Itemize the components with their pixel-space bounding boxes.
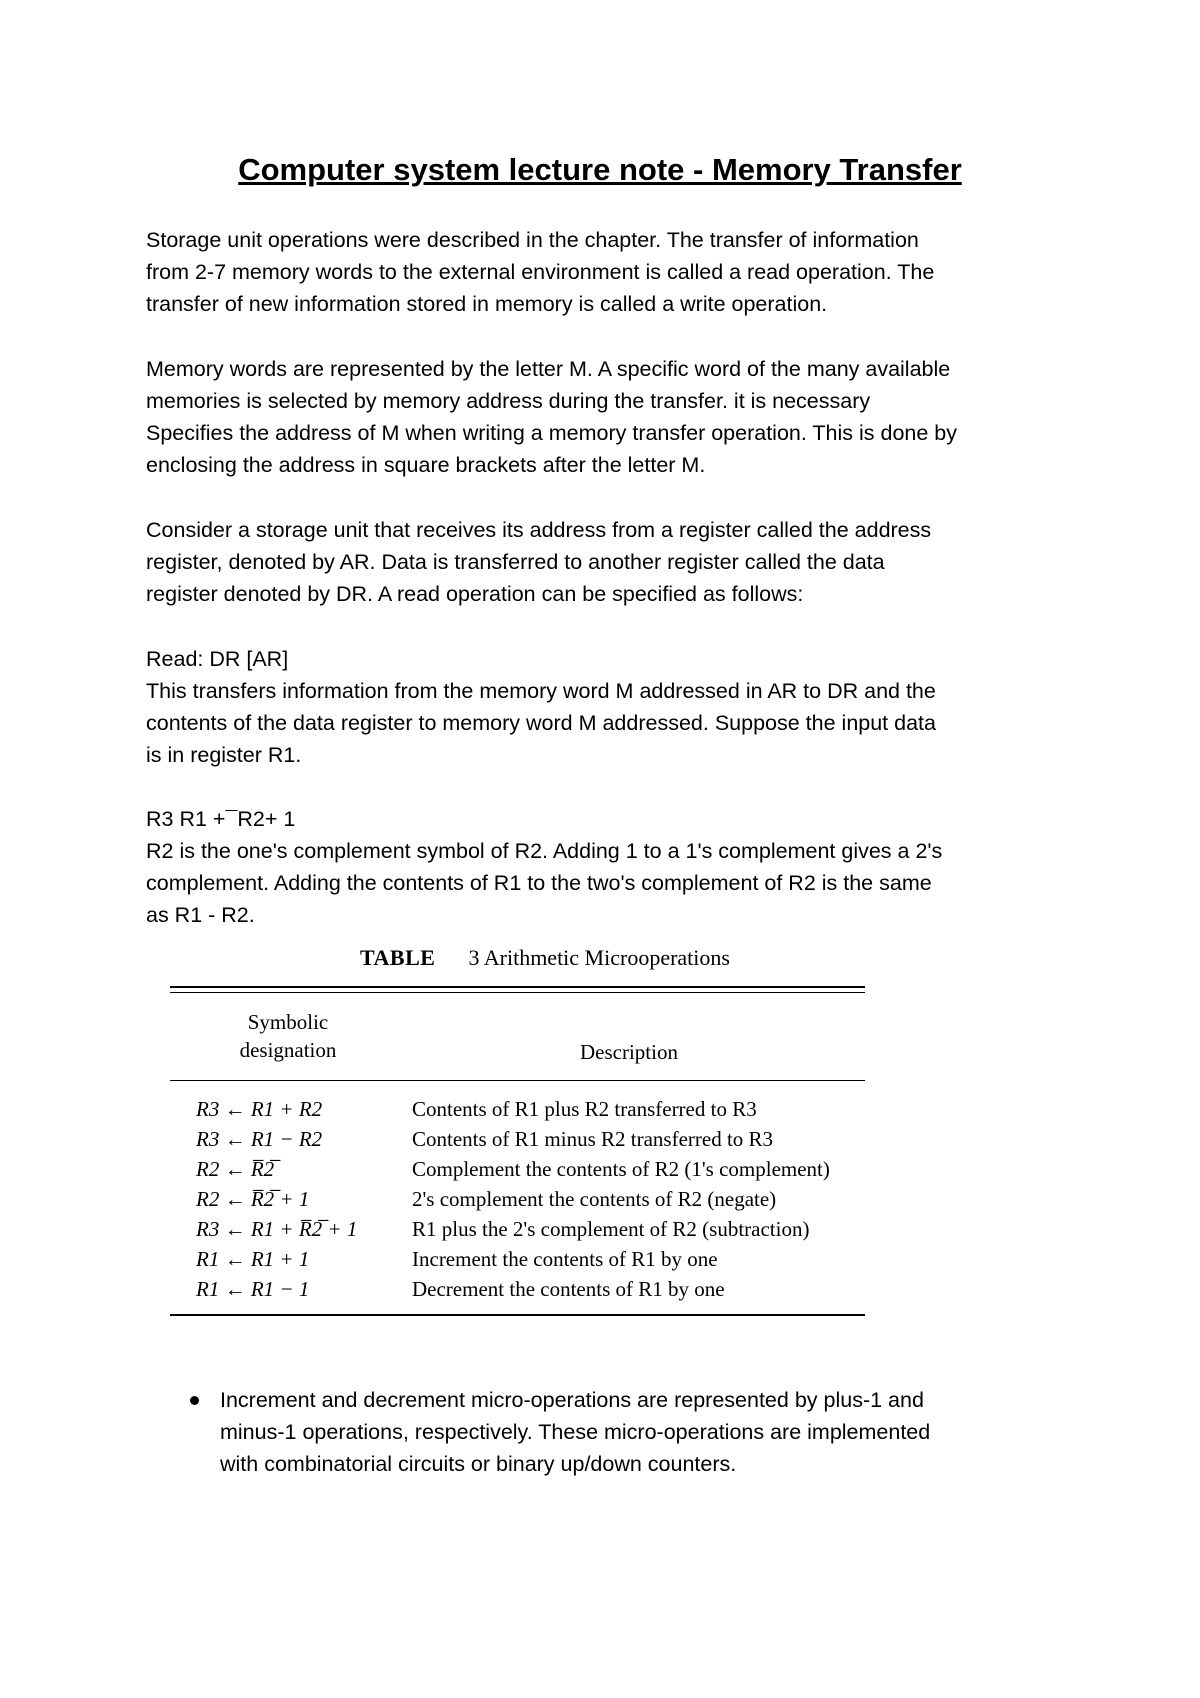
text-line: contents of the data register to memory word M addressed. Suppose the input data <box>146 711 936 735</box>
text-line: This transfers information from the memory word M addressed in AR to DR and the <box>146 679 936 703</box>
table-header-rule <box>170 1080 865 1081</box>
symbolic-cell: R2 ← R̅2̅ + 1 <box>196 1187 310 1211</box>
paragraph-address-register <box>146 514 1086 610</box>
text-line: from 2-7 memory words to the external environment is called a read operation. The <box>146 260 935 284</box>
description-cell: Contents of R1 plus R2 transferred to R3 <box>412 1097 757 1121</box>
bullet-item <box>146 1384 1086 1480</box>
text-line: Consider a storage unit that receives its address from a register called the address <box>146 518 932 542</box>
text-line: R3 R1 +¯R2+ 1 <box>146 807 296 831</box>
description-cell: Contents of R1 minus R2 transferred to R3 <box>412 1127 774 1151</box>
bullet-list <box>146 1384 1086 1480</box>
table-top-rule-inner <box>170 992 865 993</box>
table-row <box>180 1094 870 1124</box>
text-line: as R1 - R2. <box>146 903 255 927</box>
text-line: memories is selected by memory address during the transfer. it is necessary <box>146 389 871 413</box>
table-row <box>180 1214 870 1244</box>
header-symbolic-designation <box>238 1008 338 1064</box>
text-line: is in register R1. <box>146 743 302 767</box>
symbolic-cell: R2 ← R̅2̅ <box>196 1157 275 1181</box>
bullet-dot-icon <box>190 1396 199 1405</box>
paragraph-storage-operations <box>146 224 1086 320</box>
text-line: Increment and decrement micro-operations are represented by plus-1 and <box>220 1388 924 1412</box>
table-row <box>180 1244 870 1274</box>
text-line: Memory words are represented by the letter M. A specific word of the many available <box>146 357 951 381</box>
symbolic-cell: R3 ← R1 + R2 <box>196 1097 323 1121</box>
description-cell: R1 plus the 2's complement of R2 (subtraction) <box>412 1217 810 1241</box>
table-bottom-rule <box>170 1314 865 1316</box>
header-description: Description <box>580 1040 678 1064</box>
table-row <box>180 1274 870 1304</box>
paragraph-complement <box>146 803 1086 931</box>
symbolic-cell: R3 ← R1 + R̅2̅ + 1 <box>196 1217 358 1241</box>
header-designation-line: designation <box>239 1038 337 1062</box>
symbolic-cell: R1 ← R1 + 1 <box>196 1247 310 1271</box>
description-cell: Decrement the contents of R1 by one <box>412 1277 725 1301</box>
symbolic-cell: R1 ← R1 − 1 <box>196 1277 310 1301</box>
text-line: enclosing the address in square brackets after the letter M. <box>146 453 706 477</box>
text-line: Specifies the address of M when writing a memory transfer operation. This is done by <box>146 421 958 445</box>
table-row <box>180 1184 870 1214</box>
table-row <box>180 1154 870 1184</box>
table-caption-label: TABLE <box>360 945 436 970</box>
table-caption-number: 3 <box>468 945 480 970</box>
text-line: Read: DR [AR] <box>146 647 289 671</box>
table-caption <box>360 944 860 972</box>
text-line: register denoted by DR. A read operation can be specified as follows: <box>146 582 804 606</box>
text-line: minus-1 operations, respectively. These micro-operations are implemented <box>220 1420 931 1444</box>
table-caption-title: Arithmetic Microoperations <box>483 945 730 970</box>
description-cell: Increment the contents of R1 by one <box>412 1247 718 1271</box>
text-line: transfer of new information stored in memory is called a write operation. <box>146 292 828 316</box>
table-row <box>180 1124 870 1154</box>
text-line: R2 is the one's complement symbol of R2. Adding 1 to a 1's complement gives a 2's <box>146 839 943 863</box>
text-line: complement. Adding the contents of R1 to the two's complement of R2 is the same <box>146 871 932 895</box>
header-symbolic-line: Symbolic <box>247 1010 329 1034</box>
symbolic-cell: R3 ← R1 − R2 <box>196 1127 323 1151</box>
table-top-rule <box>170 986 865 988</box>
paragraph-memory-words <box>146 353 1086 481</box>
paragraph-read-operation <box>146 643 1086 771</box>
text-line: Storage unit operations were described in the chapter. The transfer of information <box>146 228 919 252</box>
description-cell: 2's complement the contents of R2 (negate) <box>412 1187 777 1211</box>
description-cell: Complement the contents of R2 (1's complement) <box>412 1157 830 1181</box>
page-title: Computer system lecture note - Memory Transfer <box>238 152 962 187</box>
text-line: with combinatorial circuits or binary up/down counters. <box>220 1452 737 1476</box>
text-line: register, denoted by AR. Data is transferred to another register called the data <box>146 550 885 574</box>
